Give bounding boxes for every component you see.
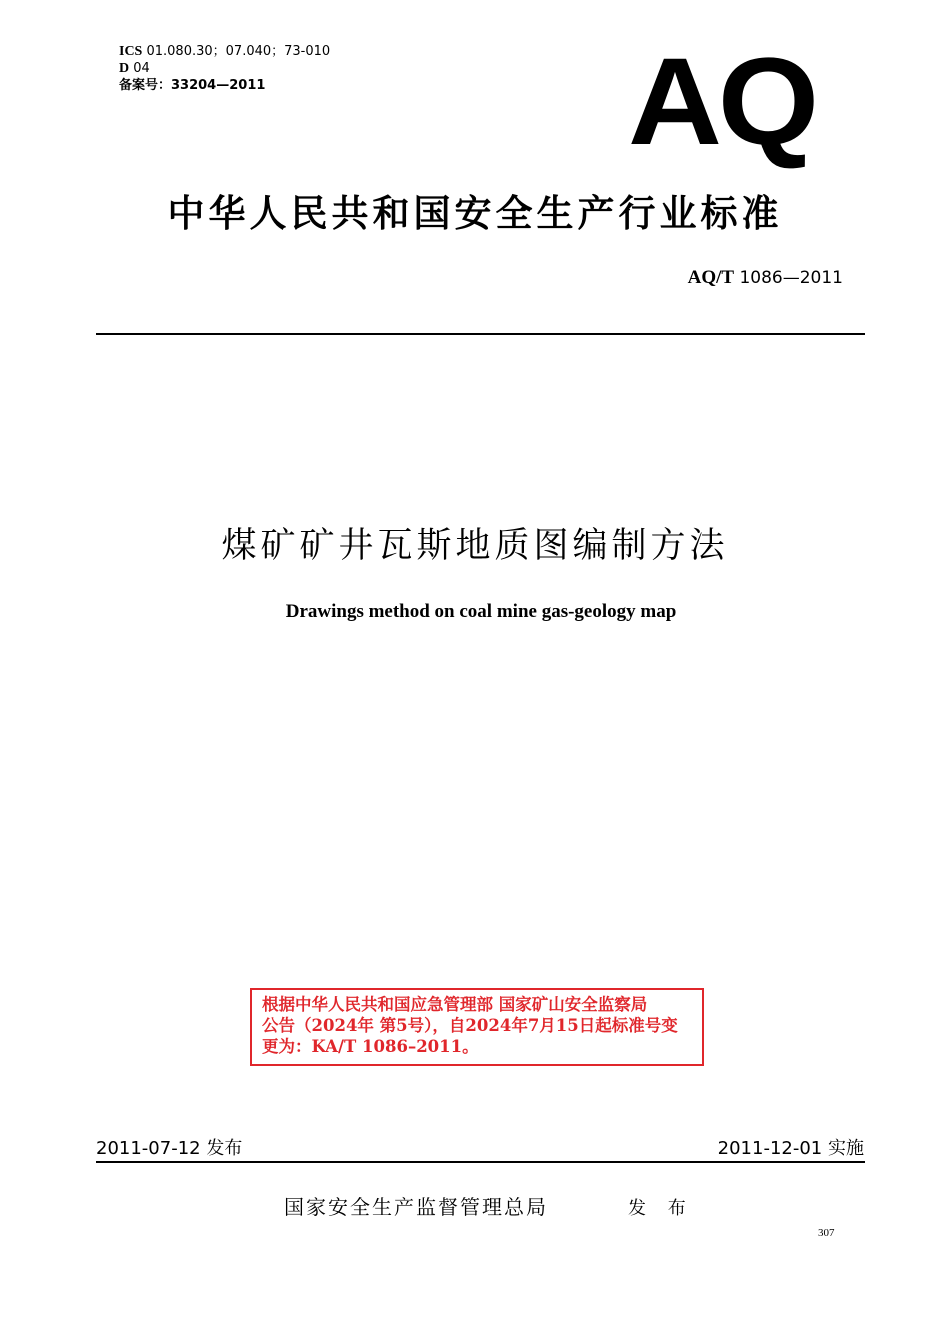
notice-line: 更为：KA/T 1086–2011。 xyxy=(262,1037,479,1056)
issuing-authority: 国家安全生产监督管理总局 xyxy=(284,1195,548,1219)
standard-code-number: 1086—2011 xyxy=(734,268,843,288)
top-divider xyxy=(96,333,865,335)
document-meta xyxy=(119,43,330,94)
document-title-en: Drawings method on coal mine gas-geology map xyxy=(285,601,677,622)
bottom-divider xyxy=(96,1161,865,1163)
effective-date: 2011-12-01 实施 xyxy=(717,1138,864,1159)
page-number: 307 xyxy=(818,1227,835,1239)
release-date: 2011-07-12 发布 xyxy=(96,1138,243,1159)
record-number: 备案号：33204—2011 xyxy=(119,78,266,93)
ics-line xyxy=(119,43,330,60)
notice-line: 公告（2024年 第5号），自2024年7月15日起标准号变 xyxy=(262,1016,678,1035)
notice-box xyxy=(250,988,704,1066)
aq-logo: AQ xyxy=(628,33,815,171)
document-title-cn: 煤矿矿井瓦斯地质图编制方法 xyxy=(221,526,729,566)
standard-code xyxy=(688,266,843,290)
notice-line: 根据中华人民共和国应急管理部 国家矿山安全监察局 xyxy=(262,995,648,1014)
ics-value: 01.080.30；07.040；73-010 xyxy=(142,44,331,59)
issue-label: 发 布 xyxy=(628,1198,694,1219)
standard-code-prefix: AQ/T xyxy=(687,267,735,288)
class-label: D xyxy=(119,61,130,76)
class-value: 04 xyxy=(129,61,150,76)
standard-title: 中华人民共和国安全生产行业标准 xyxy=(167,192,783,235)
ics-label: ICS xyxy=(119,44,143,59)
class-line xyxy=(119,60,330,77)
